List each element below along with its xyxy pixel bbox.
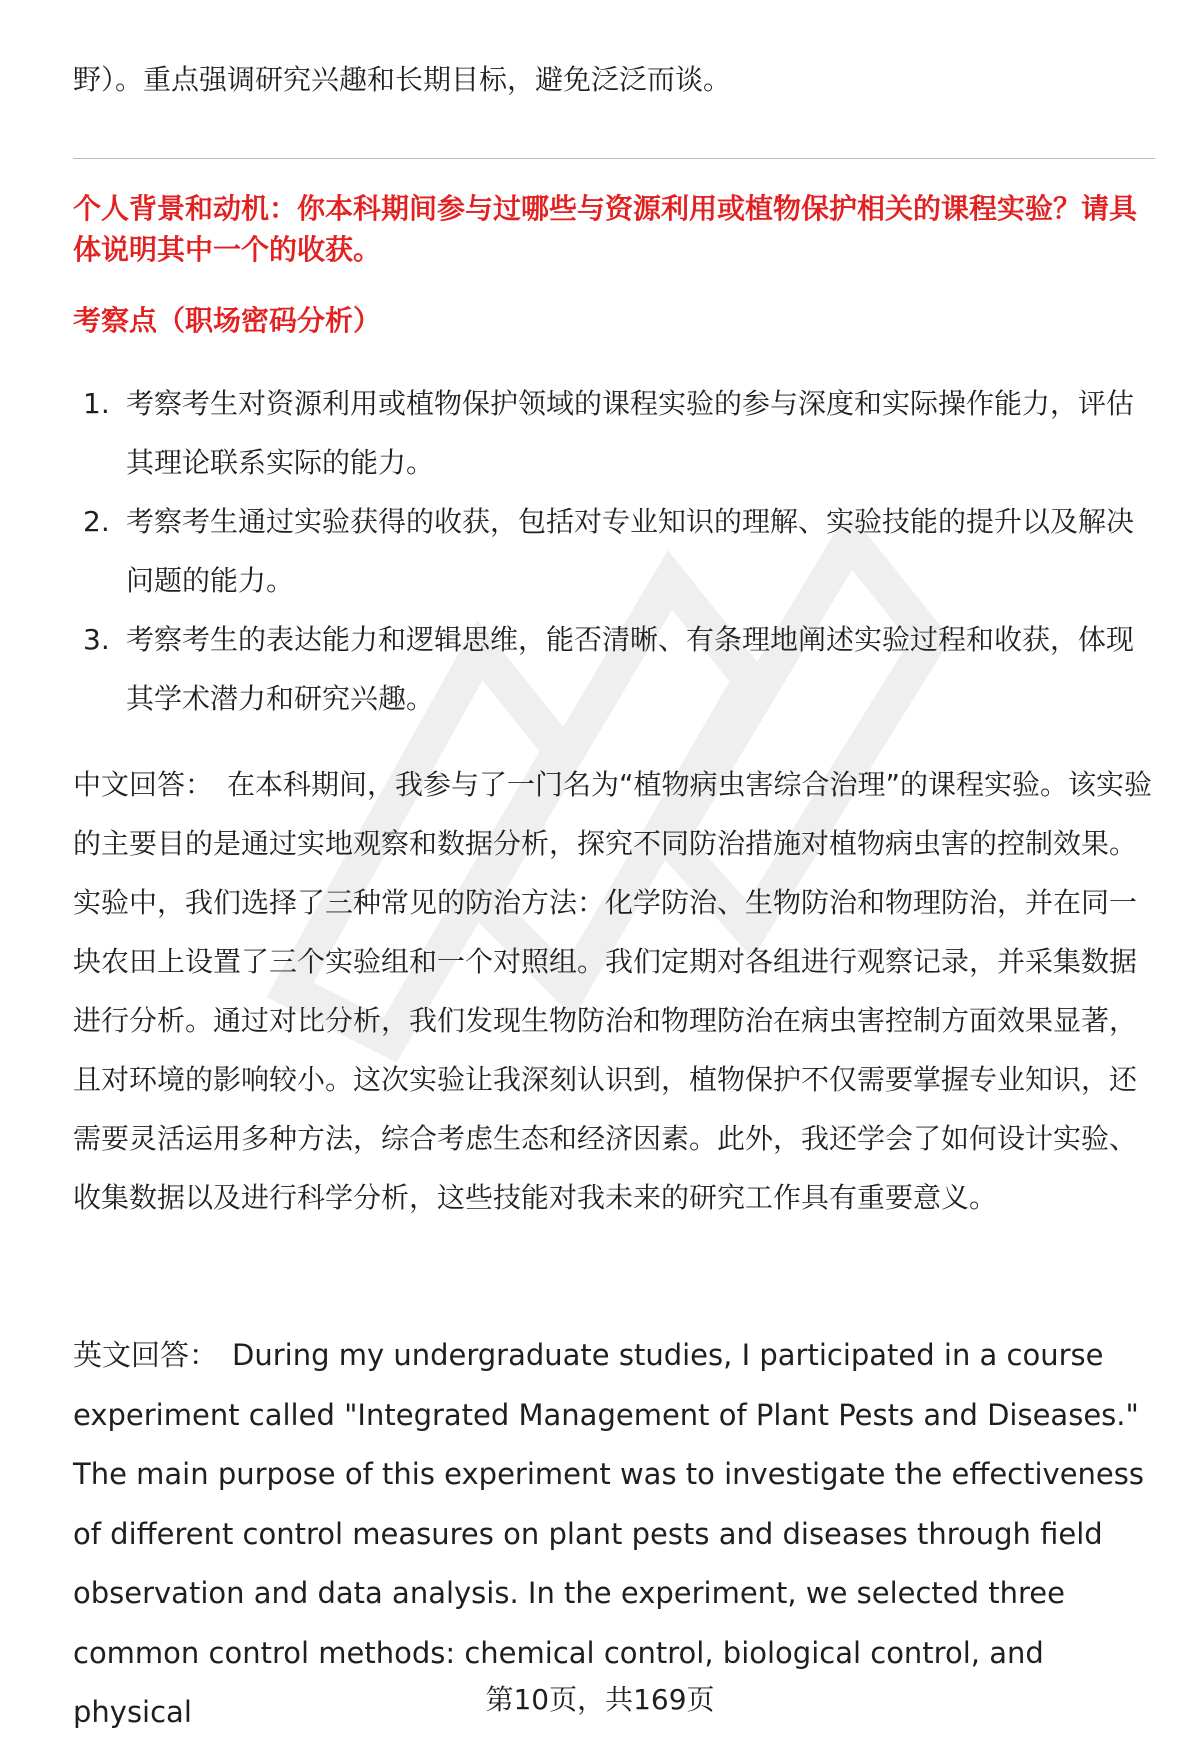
list-item-text: 考察考生通过实验获得的收获，包括对专业知识的理解、实验技能的提升以及解决问题的能力。 [126, 505, 1135, 597]
list-item [73, 374, 1155, 492]
chinese-answer [73, 755, 1153, 1227]
english-answer-text: During my undergraduate studies, I participated in a course experiment called "Integrated Management of Plant Pests and Diseases." The main purpose of this experiment was to investigate the effectiveness of different control measures on plant pests and diseases through field observation and data analysis. In the experiment, we selected three common control methods: chemical control, biological control, and physical [73, 1338, 1144, 1729]
page-number-footer: 第10页，共169页 [485, 1683, 715, 1716]
assessment-list [73, 374, 1155, 728]
list-item-text: 考察考生对资源利用或植物保护领域的课程实验的参与深度和实际操作能力，评估其理论联系实际的能力。 [126, 387, 1135, 479]
assessment-title: 考察点（职场密码分析） [73, 304, 382, 337]
list-item [73, 492, 1155, 610]
intro-paragraph-end: 野）。重点强调研究兴趣和长期目标，避免泛泛而谈。 [73, 63, 732, 96]
question-heading: 个人背景和动机：你本科期间参与过哪些与资源利用或植物保护相关的课程实验？请具体说明其中一个的收获。 [73, 192, 1138, 266]
english-answer-label: 英文回答： [73, 1338, 219, 1372]
list-item [73, 610, 1155, 728]
list-number: 2. [83, 505, 110, 538]
chinese-answer-text: 在本科期间，我参与了一门名为“植物病虫害综合治理”的课程实验。该实验的主要目的是通过实地观察和数据分析，探究不同防治措施对植物病虫害的控制效果。实验中，我们选择了三种常见的防治方法：化学防治、生物防治和物理防治，并在同一块农田上设置了三个实验组和一个对照组。我们定期对各组进行观察记录，并采集数据进行分析。通过对比分析，我们发现生物防治和物理防治在病虫害控制方面效果显著，且对环境的影响较小。这次实验让我深刻认识到，植物保护不仅需要掌握专业知识，还需要灵活运用多种方法，综合考虑生态和经济因素。此外，我还学会了如何设计实验、收集数据以及进行科学分析，这些技能对我未来的研究工作具有重要意义。 [73, 768, 1153, 1214]
chinese-answer-label: 中文回答： [73, 768, 214, 801]
list-number: 1. [83, 387, 110, 420]
section-divider [73, 158, 1155, 159]
list-item-text: 考察考生的表达能力和逻辑思维，能否清晰、有条理地阐述实验过程和收获，体现其学术潜力和研究兴趣。 [126, 623, 1135, 715]
list-number: 3. [83, 623, 110, 656]
